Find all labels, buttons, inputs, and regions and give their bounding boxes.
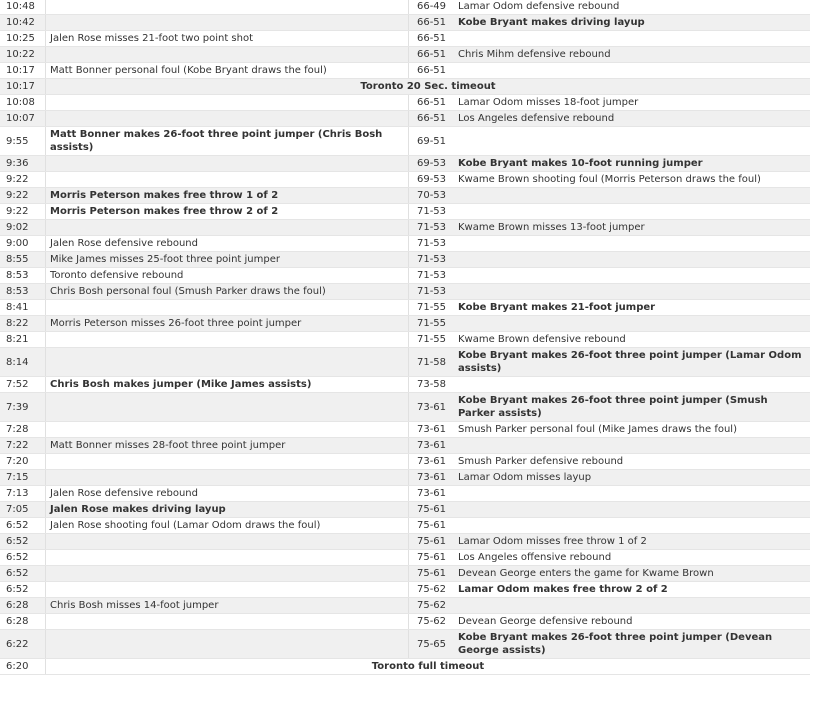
away-play (45, 15, 408, 30)
play-row (0, 63, 810, 79)
away-play: Chris Bosh makes jumper (Mike James assists) (45, 377, 408, 392)
play-row (0, 300, 810, 316)
play-row (0, 422, 810, 438)
away-play: Jalen Rose makes driving layup (45, 502, 408, 517)
away-play (45, 582, 408, 597)
play-time: 8:41 (6, 302, 29, 313)
play-row (0, 630, 810, 659)
play-time: 8:21 (6, 334, 29, 345)
play-row (0, 566, 810, 582)
score: 69-53 (408, 156, 454, 171)
play-time: 9:55 (6, 135, 29, 147)
score: 73-61 (408, 470, 454, 485)
score: 75-61 (408, 502, 454, 517)
away-play (45, 393, 408, 421)
score: 66-49 (408, 0, 454, 14)
score: 66-51 (408, 63, 454, 78)
play-time: 6:28 (6, 616, 29, 627)
score: 73-58 (408, 377, 454, 392)
timeout-row (0, 79, 810, 95)
home-play: Kobe Bryant makes 26-foot three point jumper (Lamar Odom assists) (458, 350, 802, 374)
score: 73-61 (408, 393, 454, 421)
play-time: 8:22 (6, 318, 29, 329)
home-play (454, 236, 810, 251)
home-play: Smush Parker defensive rebound (458, 456, 624, 467)
home-play (454, 486, 810, 501)
away-play (45, 348, 408, 376)
play-row (0, 502, 810, 518)
play-time: 8:53 (6, 270, 29, 281)
home-play (454, 377, 810, 392)
play-row (0, 204, 810, 220)
away-play (45, 332, 408, 347)
away-play: Morris Peterson misses 26-foot three point jumper (45, 316, 408, 331)
play-time: 9:00 (6, 238, 29, 249)
play-time: 9:22 (6, 190, 29, 201)
away-play (45, 566, 408, 581)
timeout-label: Toronto 20 Sec. timeout (45, 79, 810, 94)
home-play (454, 268, 810, 283)
home-play: Kwame Brown misses 13-foot jumper (458, 222, 645, 233)
home-play: Kobe Bryant makes driving layup (458, 17, 645, 28)
score: 73-61 (408, 438, 454, 453)
play-time: 10:48 (6, 1, 35, 12)
play-row (0, 470, 810, 486)
play-time: 7:13 (6, 488, 29, 499)
home-play (454, 31, 810, 46)
away-play: Jalen Rose defensive rebound (45, 486, 408, 501)
play-row (0, 252, 810, 268)
play-time: 9:02 (6, 222, 29, 233)
score: 71-53 (408, 220, 454, 235)
score: 75-61 (408, 534, 454, 549)
away-play: Mike James misses 25-foot three point jumper (45, 252, 408, 267)
score: 66-51 (408, 15, 454, 30)
home-play (454, 598, 810, 613)
play-time: 6:22 (6, 638, 29, 650)
play-row (0, 0, 810, 15)
play-time: 7:22 (6, 440, 29, 451)
play-time: 7:05 (6, 504, 29, 515)
score: 71-55 (408, 316, 454, 331)
score: 71-53 (408, 268, 454, 283)
play-time: 10:08 (6, 97, 35, 108)
home-play: Chris Mihm defensive rebound (458, 49, 611, 60)
away-play (45, 550, 408, 565)
score: 66-51 (408, 47, 454, 62)
home-play (454, 63, 810, 78)
home-play: Lamar Odom misses 18-foot jumper (458, 97, 639, 108)
play-time: 9:22 (6, 206, 29, 217)
home-play: Devean George enters the game for Kwame Brown (458, 568, 714, 579)
play-row (0, 582, 810, 598)
away-play (45, 614, 408, 629)
score: 69-53 (408, 172, 454, 187)
home-play: Devean George defensive rebound (458, 616, 633, 627)
play-row (0, 15, 810, 31)
home-play (454, 127, 810, 155)
home-play: Lamar Odom misses layup (458, 472, 592, 483)
away-play: Chris Bosh misses 14-foot jumper (45, 598, 408, 613)
score: 71-53 (408, 204, 454, 219)
home-play: Los Angeles defensive rebound (458, 113, 615, 124)
play-time: 10:17 (6, 65, 35, 76)
away-play: Matt Bonner misses 28-foot three point jumper (45, 438, 408, 453)
score: 71-53 (408, 236, 454, 251)
home-play: Kobe Bryant makes 26-foot three point jumper (Smush Parker assists) (458, 395, 768, 419)
play-row (0, 454, 810, 470)
score: 66-51 (408, 111, 454, 126)
score: 75-62 (408, 582, 454, 597)
score: 71-55 (408, 332, 454, 347)
home-play (454, 284, 810, 299)
play-time: 10:25 (6, 33, 35, 44)
away-play (45, 422, 408, 437)
score: 75-62 (408, 614, 454, 629)
play-time: 8:53 (6, 286, 29, 297)
play-row (0, 111, 810, 127)
score: 75-61 (408, 518, 454, 533)
play-row (0, 127, 810, 156)
play-time: 7:39 (6, 401, 29, 413)
play-row (0, 95, 810, 111)
play-row (0, 156, 810, 172)
away-play: Jalen Rose misses 21-foot two point shot (45, 31, 408, 46)
play-row (0, 31, 810, 47)
away-play: Morris Peterson makes free throw 1 of 2 (45, 188, 408, 203)
play-time: 10:22 (6, 49, 35, 60)
play-time: 9:36 (6, 158, 29, 169)
play-row (0, 348, 810, 377)
away-play: Matt Bonner makes 26-foot three point jumper (Chris Bosh assists) (45, 127, 408, 155)
score: 73-61 (408, 486, 454, 501)
score: 69-51 (408, 127, 454, 155)
away-play (45, 470, 408, 485)
away-play: Morris Peterson makes free throw 2 of 2 (45, 204, 408, 219)
play-time: 10:17 (6, 81, 35, 92)
away-play (45, 172, 408, 187)
play-time: 6:52 (6, 568, 29, 579)
away-play (45, 300, 408, 315)
play-row (0, 534, 810, 550)
home-play: Kwame Brown shooting foul (Morris Peterson draws the foul) (458, 174, 761, 185)
away-play (45, 156, 408, 171)
home-play (454, 204, 810, 219)
play-row (0, 316, 810, 332)
play-row (0, 188, 810, 204)
away-play: Toronto defensive rebound (45, 268, 408, 283)
play-time: 10:42 (6, 17, 35, 28)
home-play: Smush Parker personal foul (Mike James draws the foul) (458, 424, 737, 435)
play-time: 7:28 (6, 424, 29, 435)
away-play (45, 630, 408, 658)
home-play (454, 438, 810, 453)
home-play: Los Angeles offensive rebound (458, 552, 612, 563)
play-time: 6:52 (6, 536, 29, 547)
play-row (0, 614, 810, 630)
play-row (0, 518, 810, 534)
away-play (45, 111, 408, 126)
score: 75-61 (408, 566, 454, 581)
play-time: 6:28 (6, 600, 29, 611)
play-row (0, 268, 810, 284)
score: 73-61 (408, 454, 454, 469)
away-play: Jalen Rose shooting foul (Lamar Odom draws the foul) (45, 518, 408, 533)
home-play: Kwame Brown defensive rebound (458, 334, 626, 345)
away-play (45, 95, 408, 110)
play-time: 10:07 (6, 113, 35, 124)
score: 71-53 (408, 252, 454, 267)
play-time: 7:52 (6, 379, 29, 390)
home-play (454, 188, 810, 203)
play-row (0, 486, 810, 502)
score: 71-58 (408, 348, 454, 376)
away-play (45, 0, 408, 14)
score: 66-51 (408, 31, 454, 46)
away-play: Matt Bonner personal foul (Kobe Bryant draws the foul) (45, 63, 408, 78)
away-play (45, 220, 408, 235)
play-time: 6:20 (6, 661, 29, 672)
play-row (0, 393, 810, 422)
play-row (0, 332, 810, 348)
home-play: Kobe Bryant makes 10-foot running jumper (458, 158, 703, 169)
play-time: 6:52 (6, 552, 29, 563)
away-play: Jalen Rose defensive rebound (45, 236, 408, 251)
play-row (0, 236, 810, 252)
play-row (0, 284, 810, 300)
timeout-label: Toronto full timeout (45, 659, 810, 674)
play-time: 6:52 (6, 520, 29, 531)
score: 75-61 (408, 550, 454, 565)
score: 71-55 (408, 300, 454, 315)
home-play (454, 502, 810, 517)
score: 73-61 (408, 422, 454, 437)
home-play (454, 316, 810, 331)
score: 71-53 (408, 284, 454, 299)
play-row (0, 550, 810, 566)
home-play (454, 518, 810, 533)
home-play: Lamar Odom makes free throw 2 of 2 (458, 584, 668, 595)
play-time: 7:20 (6, 456, 29, 467)
play-row (0, 438, 810, 454)
play-row (0, 377, 810, 393)
away-play (45, 534, 408, 549)
away-play (45, 454, 408, 469)
play-time: 8:55 (6, 254, 29, 265)
away-play (45, 47, 408, 62)
home-play: Kobe Bryant makes 26-foot three point jumper (Devean George assists) (458, 632, 773, 656)
home-play: Kobe Bryant makes 21-foot jumper (458, 302, 656, 313)
home-play: Lamar Odom defensive rebound (458, 1, 620, 12)
play-row (0, 220, 810, 236)
play-time: 6:52 (6, 584, 29, 595)
score: 66-51 (408, 95, 454, 110)
play-time: 9:22 (6, 174, 29, 185)
play-time: 8:14 (6, 356, 29, 368)
home-play: Lamar Odom misses free throw 1 of 2 (458, 536, 647, 547)
timeout-row (0, 659, 810, 675)
play-row (0, 598, 810, 614)
play-time: 7:15 (6, 472, 29, 483)
play-row (0, 172, 810, 188)
play-row (0, 47, 810, 63)
home-play (454, 252, 810, 267)
score: 70-53 (408, 188, 454, 203)
away-play: Chris Bosh personal foul (Smush Parker draws the foul) (45, 284, 408, 299)
score: 75-65 (408, 630, 454, 658)
score: 75-62 (408, 598, 454, 613)
